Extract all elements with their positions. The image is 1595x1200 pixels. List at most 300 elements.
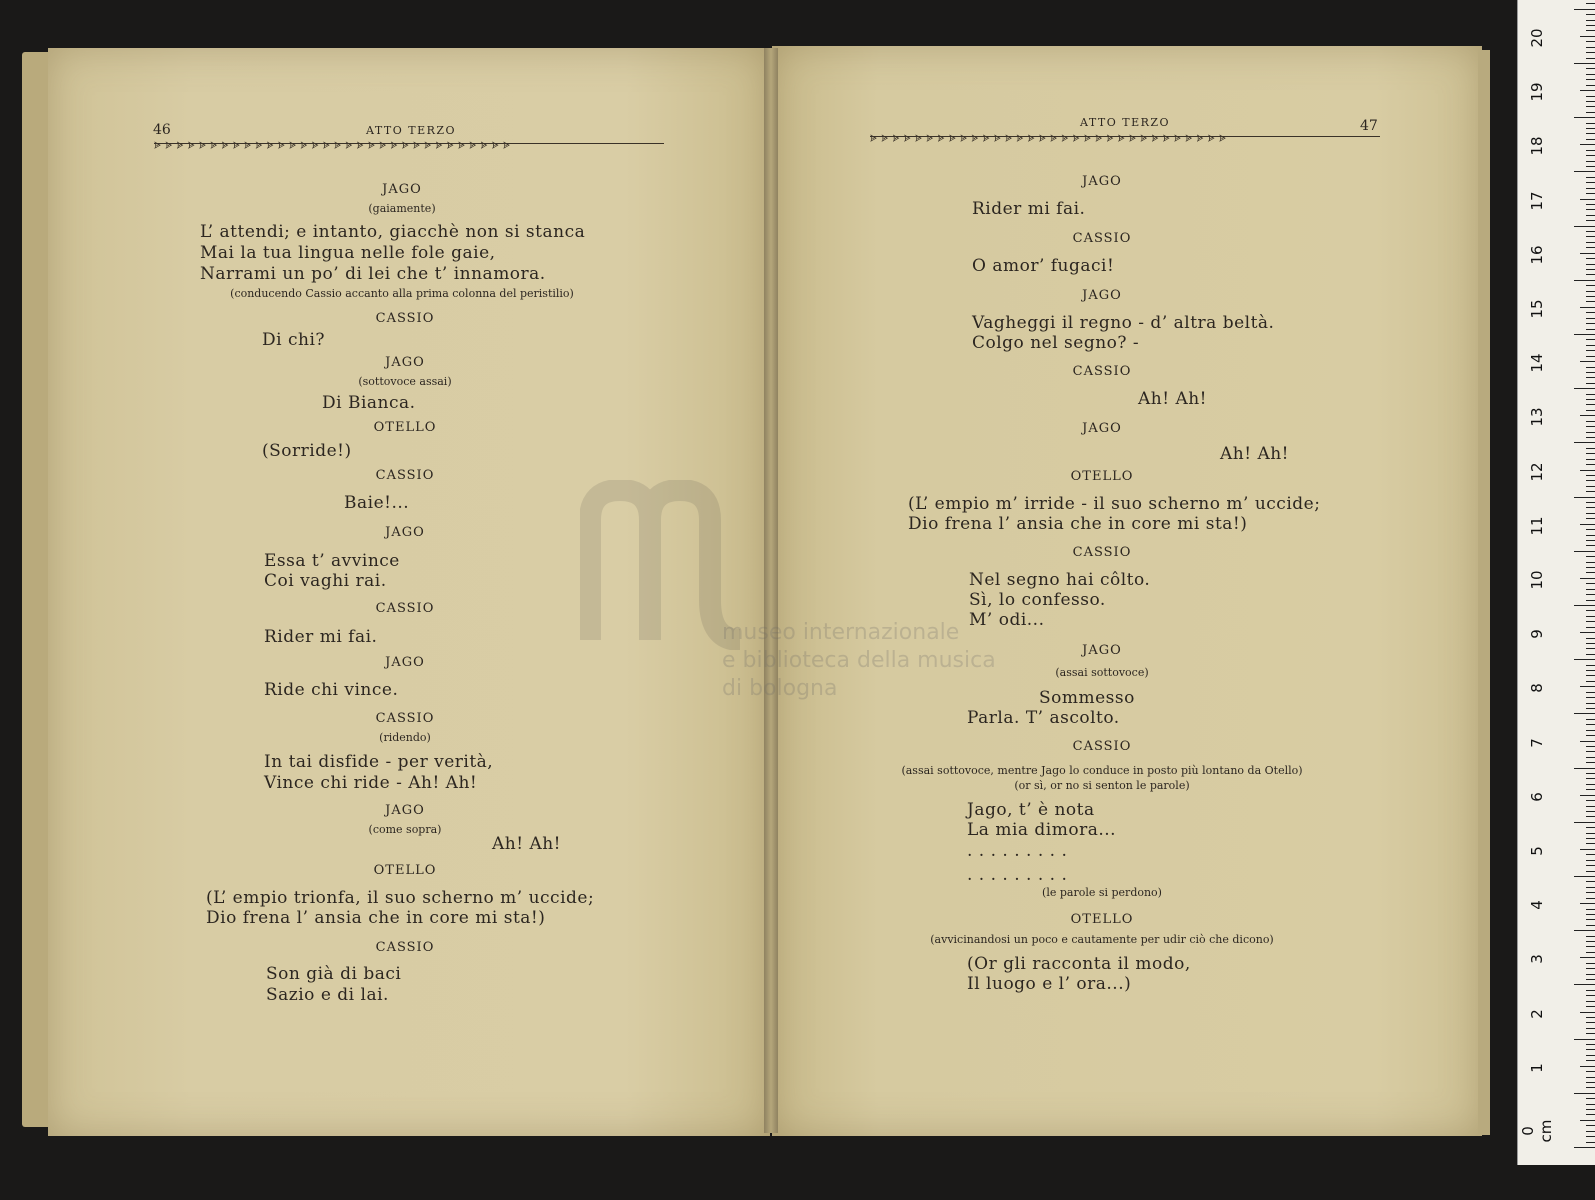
ruler-tick (1586, 1033, 1595, 1034)
ruler-tick (1586, 757, 1595, 758)
ruler-label: 2 (1528, 1008, 1546, 1019)
ruler-tick (1580, 307, 1595, 308)
ruler-tick (1586, 583, 1595, 584)
ruler-tick (1586, 269, 1595, 270)
ruler-tick (1586, 995, 1595, 996)
ruler-tick (1574, 117, 1595, 118)
ruler-tick (1574, 63, 1595, 64)
ruler-tick (1586, 264, 1595, 265)
left-page-number: 46 (153, 122, 171, 138)
ruler-tick (1586, 426, 1595, 427)
ruler-label: 17 (1528, 191, 1546, 211)
measuring-ruler (1517, 0, 1595, 1165)
right-line-1: Rider mi fai. (972, 199, 1086, 219)
ruler-tick (1586, 20, 1595, 21)
ruler-tick (1586, 155, 1595, 156)
left-line-4: Narrami un po’ di lei che t’ innamora. (200, 264, 546, 284)
ruler-tick (1586, 643, 1595, 644)
ruler-tick (1586, 789, 1595, 790)
right-line-10: Ah! Ah! (1220, 444, 1290, 464)
ruler-tick (1586, 974, 1595, 975)
ruler-tick (1574, 226, 1595, 227)
ruler-tick (1586, 318, 1595, 319)
ruler-tick (1586, 101, 1595, 102)
left-speaker-29: OTELLO (373, 863, 437, 878)
left-line-30: (L’ empio trionfa, il suo scherno m’ uccide; (206, 888, 595, 908)
ruler-tick (1586, 1109, 1595, 1110)
ruler-tick (1580, 144, 1595, 145)
ruler-label: 12 (1528, 462, 1546, 482)
right-page-header: ATTO TERZO (1080, 116, 1171, 129)
ruler-tick (1574, 442, 1595, 443)
ruler-tick (1580, 524, 1595, 525)
ruler-tick (1586, 724, 1595, 725)
right-dir-24: (or sì, or no si senton le parole) (1014, 779, 1190, 792)
ruler-tick (1574, 1147, 1595, 1148)
ruler-tick (1586, 990, 1595, 991)
right-line-8: Ah! Ah! (1138, 389, 1208, 409)
ruler-label: 18 (1528, 136, 1546, 156)
left-line-2: L’ attendi; e intanto, giacchè non si stanca (200, 222, 586, 242)
ruler-tick (1586, 610, 1595, 611)
ruler-tick (1580, 795, 1595, 796)
ruler-tick (1586, 600, 1595, 601)
ruler-tick (1586, 892, 1595, 893)
right-speaker-9: JAGO (1082, 421, 1122, 436)
left-line-33: Son già di baci (266, 964, 402, 984)
ruler-tick (1586, 941, 1595, 942)
ruler-tick (1586, 301, 1595, 302)
ruler-tick (1586, 236, 1595, 237)
ruler-tick (1586, 323, 1595, 324)
ruler-tick (1586, 350, 1595, 351)
ruler-tick (1586, 329, 1595, 330)
ruler-tick (1574, 1093, 1595, 1094)
ruler-tick (1586, 285, 1595, 286)
ruler-tick (1586, 1082, 1595, 1083)
ruler-tick (1586, 1049, 1595, 1050)
ruler-tick (1586, 150, 1595, 151)
ruler-tick (1586, 14, 1595, 15)
left-speaker-0: JAGO (382, 182, 422, 197)
right-speaker-2: CASSIO (1072, 231, 1132, 246)
ruler-tick (1586, 383, 1595, 384)
left-speaker-15: JAGO (385, 525, 425, 540)
left-speaker-20: JAGO (385, 655, 425, 670)
ruler-tick (1586, 394, 1595, 395)
ruler-tick (1574, 551, 1595, 552)
ruler-tick (1586, 751, 1595, 752)
ruler-tick (1586, 675, 1595, 676)
ruler-tick (1586, 1136, 1595, 1137)
ruler-tick (1586, 936, 1595, 937)
right-line-26: La mia dimora... (967, 820, 1117, 840)
ruler-tick (1586, 404, 1595, 405)
ruler-tick (1586, 806, 1595, 807)
right-line-13: Dio frena l’ ansia che in core mi sta!) (908, 514, 1248, 534)
ruler-tick (1586, 1125, 1595, 1126)
right-page-edge (1478, 50, 1490, 1135)
right-speaker-30: OTELLO (1070, 912, 1134, 927)
ruler-tick (1586, 128, 1595, 129)
ruler-tick (1586, 952, 1595, 953)
ruler-tick (1586, 258, 1595, 259)
ruler-tick (1586, 312, 1595, 313)
ruler-tick (1586, 79, 1595, 80)
left-speaker-11: OTELLO (373, 420, 437, 435)
ruler-tick (1586, 545, 1595, 546)
left-dir-27: (come sopra) (368, 823, 442, 836)
ruler-tick (1586, 372, 1595, 373)
ruler-tick (1586, 594, 1595, 595)
ruler-tick (1586, 898, 1595, 899)
ruler-tick (1586, 946, 1595, 947)
ruler-tick (1586, 567, 1595, 568)
ruler-tick (1586, 274, 1595, 275)
ruler-tick (1574, 497, 1595, 498)
ruler-tick (1586, 1087, 1595, 1088)
ruler-tick (1574, 388, 1595, 389)
ruler-tick (1586, 881, 1595, 882)
watermark-text-1: museo internazionale (722, 620, 960, 645)
ruler-tick (1586, 540, 1595, 541)
left-speaker-6: CASSIO (375, 311, 435, 326)
book-gutter (764, 48, 778, 1133)
ruler-tick (1586, 1022, 1595, 1023)
ruler-tick (1586, 1131, 1595, 1132)
ruler-tick (1586, 74, 1595, 75)
ruler-tick (1580, 415, 1595, 416)
right-speaker-4: JAGO (1082, 288, 1122, 303)
ruler-label: 14 (1528, 353, 1546, 373)
ruler-tick (1586, 399, 1595, 400)
ruler-tick (1586, 188, 1595, 189)
left-line-14: Baie!... (344, 493, 410, 513)
ruler-tick (1586, 106, 1595, 107)
ruler-tick (1580, 36, 1595, 37)
ruler-tick (1580, 470, 1595, 471)
ruler-tick (1586, 572, 1595, 573)
ruler-tick (1586, 914, 1595, 915)
left-speaker-32: CASSIO (375, 940, 435, 955)
ruler-tick (1586, 654, 1595, 655)
ruler-tick (1580, 1120, 1595, 1121)
ruler-tick (1586, 291, 1595, 292)
ruler-tick (1586, 925, 1595, 926)
ruler-tick (1586, 220, 1595, 221)
ruler-tick (1586, 182, 1595, 183)
ruler-tick (1586, 1006, 1595, 1007)
ruler-tick (1586, 459, 1595, 460)
ruler-tick (1586, 112, 1595, 113)
left-dir-23: (ridendo) (379, 731, 431, 744)
left-line-10: Di Bianca. (322, 393, 416, 413)
ruler-tick (1586, 464, 1595, 465)
right-line-25: Jago, t’ è nota (967, 800, 1095, 820)
right-page-number: 47 (1360, 118, 1378, 134)
right-speaker-22: CASSIO (1072, 739, 1132, 754)
ruler-tick (1574, 713, 1595, 714)
left-speaker-26: JAGO (385, 803, 425, 818)
ruler-tick (1580, 1012, 1595, 1013)
ruler-tick (1586, 1001, 1595, 1002)
left-ornament-rule: ᗎᗎᗎᗎᗎᗎᗎᗎᗎᗎᗎᗎᗎᗎᗎᗎᗎᗎᗎᗎᗎᗎᗎᗎᗎᗎᗎᗎᗎᗎᗎᗎ (154, 141, 664, 155)
left-dir-5: (conducendo Cassio accanto alla prima colonna del peristilio) (230, 287, 574, 300)
ruler-tick (1586, 1077, 1595, 1078)
ruler-tick (1574, 1039, 1595, 1040)
ruler-tick (1586, 762, 1595, 763)
ruler-tick (1586, 377, 1595, 378)
ruler-label: 7 (1528, 737, 1546, 748)
ruler-tick (1586, 816, 1595, 817)
ruler-tick (1586, 1104, 1595, 1105)
ruler-label: 10 (1528, 570, 1546, 590)
ruler-tick (1574, 930, 1595, 931)
left-dir-9: (sottovoce assai) (358, 375, 452, 388)
ruler-tick (1586, 193, 1595, 194)
ruler-tick (1580, 361, 1595, 362)
right-speaker-18: JAGO (1082, 643, 1122, 658)
ruler-tick (1586, 296, 1595, 297)
ruler-tick (1586, 963, 1595, 964)
ruler-tick (1586, 778, 1595, 779)
left-line-24: In tai disfide - per verità, (264, 752, 494, 772)
right-dir-23: (assai sottovoce, mentre Jago lo conduce in posto più lontano da Otello) (901, 764, 1303, 777)
ruler-tick (1586, 735, 1595, 736)
ruler-tick (1574, 605, 1595, 606)
ruler-tick (1580, 90, 1595, 91)
ruler-tick (1586, 166, 1595, 167)
ruler-tick (1586, 535, 1595, 536)
ruler-tick (1586, 1028, 1595, 1029)
ruler-tick (1586, 41, 1595, 42)
ruler-tick (1586, 47, 1595, 48)
right-dir-31: (avvicinandosi un poco e cautamente per udir ciò che dicono) (930, 933, 1274, 946)
right-dir-29: (le parole si perdono) (1042, 886, 1162, 899)
right-line-3: O amor’ fugaci! (972, 256, 1115, 276)
right-line-15: Nel segno hai côlto. (969, 570, 1151, 590)
ruler-tick (1586, 432, 1595, 433)
right-line-12: (L’ empio m’ irride - il suo scherno m’ uccide; (908, 494, 1321, 514)
ruler-tick (1574, 876, 1595, 877)
right-line-33: Il luogo e l’ ora...) (967, 974, 1132, 994)
ruler-tick (1586, 133, 1595, 134)
ruler-tick (1586, 204, 1595, 205)
ruler-tick (1586, 1044, 1595, 1045)
ruler-tick (1586, 513, 1595, 514)
left-page-header: ATTO TERZO (366, 124, 457, 137)
ruler-tick (1574, 171, 1595, 172)
ruler-tick (1586, 838, 1595, 839)
ruler-tick (1586, 480, 1595, 481)
ruler-label: 8 (1528, 683, 1546, 694)
left-line-34: Sazio e di lai. (266, 985, 389, 1005)
ruler-tick (1574, 822, 1595, 823)
ruler-tick (1580, 903, 1595, 904)
ruler-tick (1586, 800, 1595, 801)
ruler-tick (1586, 638, 1595, 639)
ruler-tick (1586, 692, 1595, 693)
ruler-tick (1586, 648, 1595, 649)
ruler-tick (1586, 215, 1595, 216)
ruler-tick (1586, 3, 1595, 4)
ruler-label: 6 (1528, 792, 1546, 802)
ruler-label: 20 (1528, 28, 1546, 48)
ruler-tick (1586, 421, 1595, 422)
watermark-text-2: e biblioteca della musica (722, 648, 996, 673)
ruler-tick (1586, 367, 1595, 368)
left-speaker-22: CASSIO (375, 711, 435, 726)
ruler-tick (1586, 486, 1595, 487)
ruler-tick (1586, 746, 1595, 747)
ruler-tick (1586, 345, 1595, 346)
ruler-tick (1580, 957, 1595, 958)
right-speaker-14: CASSIO (1072, 545, 1132, 560)
ruler-tick (1580, 686, 1595, 687)
ruler-label: 13 (1528, 407, 1546, 427)
ruler-tick (1586, 681, 1595, 682)
ruler-tick (1586, 708, 1595, 709)
ruler-label: 11 (1528, 516, 1546, 536)
ruler-tick (1586, 502, 1595, 503)
left-line-21: Ride chi vince. (264, 680, 399, 700)
ruler-tick (1586, 1071, 1595, 1072)
right-line-21: Parla. T’ ascolto. (967, 708, 1120, 728)
ruler-tick (1574, 768, 1595, 769)
ruler-tick (1586, 518, 1595, 519)
ruler-tick (1586, 865, 1595, 866)
right-line-28: . . . . . . . . . (967, 865, 1068, 885)
ruler-tick (1586, 247, 1595, 248)
right-dir-19: (assai sottovoce) (1055, 666, 1149, 679)
ruler-tick (1586, 123, 1595, 124)
watermark-text-3: di bologna (722, 676, 838, 701)
ruler-tick (1586, 1098, 1595, 1099)
ruler-tick (1586, 529, 1595, 530)
ruler-tick (1586, 703, 1595, 704)
ruler-tick (1586, 719, 1595, 720)
ruler-tick (1586, 827, 1595, 828)
left-line-3: Mai la tua lingua nelle fole gaie, (200, 243, 496, 263)
ruler-tick (1586, 177, 1595, 178)
ruler-label: 3 (1528, 954, 1546, 965)
left-line-17: Coi vaghi rai. (264, 571, 387, 591)
ruler-label: 1 (1528, 1063, 1546, 1073)
ruler-tick (1586, 909, 1595, 910)
ruler-tick (1586, 1055, 1595, 1056)
right-line-16: Sì, lo confesso. (969, 590, 1106, 610)
ruler-label: 15 (1528, 299, 1546, 319)
ruler-tick (1586, 85, 1595, 86)
ruler-tick (1586, 843, 1595, 844)
ruler-tick (1586, 968, 1595, 969)
ruler-tick (1586, 453, 1595, 454)
ruler-tick (1586, 1060, 1595, 1061)
ruler-tick (1580, 578, 1595, 579)
ruler-tick (1586, 356, 1595, 357)
ruler-tick (1586, 833, 1595, 834)
ruler-tick (1580, 1066, 1595, 1067)
left-line-31: Dio frena l’ ansia che in core mi sta!) (206, 908, 546, 928)
ruler-tick (1586, 139, 1595, 140)
right-speaker-11: OTELLO (1070, 469, 1134, 484)
ruler-tick (1586, 52, 1595, 53)
ruler-tick (1574, 984, 1595, 985)
ruler-tick (1580, 741, 1595, 742)
ruler-tick (1586, 437, 1595, 438)
ruler-tick (1586, 448, 1595, 449)
ruler-tick (1586, 730, 1595, 731)
ruler-label: 16 (1528, 245, 1546, 265)
ruler-tick (1586, 25, 1595, 26)
ruler-tick (1586, 562, 1595, 563)
ruler-tick (1586, 621, 1595, 622)
right-speaker-0: JAGO (1082, 174, 1122, 189)
left-line-25: Vince chi ride - Ah! Ah! (264, 773, 478, 793)
ruler-tick (1586, 68, 1595, 69)
ruler-label: 5 (1528, 846, 1546, 856)
ruler-tick (1574, 659, 1595, 660)
ruler-tick (1586, 1017, 1595, 1018)
ruler-tick (1586, 773, 1595, 774)
right-line-5: Vagheggi il regno - d’ altra beltà. (972, 313, 1275, 333)
ruler-tick (1586, 491, 1595, 492)
ruler-tick (1586, 209, 1595, 210)
ruler-tick (1586, 231, 1595, 232)
ruler-tick (1586, 242, 1595, 243)
ruler-tick (1586, 616, 1595, 617)
ruler-tick (1586, 556, 1595, 557)
ruler-tick (1586, 1114, 1595, 1115)
ruler-tick (1586, 58, 1595, 59)
left-line-12: (Sorride!) (262, 441, 352, 461)
ruler-tick (1586, 670, 1595, 671)
ruler-tick (1586, 919, 1595, 920)
ruler-tick (1586, 887, 1595, 888)
left-line-16: Essa t’ avvince (264, 551, 400, 571)
ruler-label: 0 cm (1519, 1119, 1555, 1143)
ruler-tick (1574, 280, 1595, 281)
ruler-tick (1574, 334, 1595, 335)
right-line-32: (Or gli racconta il modo, (967, 954, 1191, 974)
left-dir-1: (gaiamente) (368, 202, 436, 215)
ruler-tick (1586, 475, 1595, 476)
ruler-label: 4 (1528, 900, 1546, 910)
ruler-tick (1586, 161, 1595, 162)
ruler-tick (1580, 199, 1595, 200)
left-line-19: Rider mi fai. (264, 627, 378, 647)
right-line-27: . . . . . . . . . (967, 841, 1068, 861)
ruler-tick (1586, 665, 1595, 666)
right-ornament-rule: ᗎᗎᗎᗎᗎᗎᗎᗎᗎᗎᗎᗎᗎᗎᗎᗎᗎᗎᗎᗎᗎᗎᗎᗎᗎᗎᗎᗎᗎᗎᗎᗎ (870, 134, 1380, 148)
ruler-tick (1586, 507, 1595, 508)
left-line-28: Ah! Ah! (492, 834, 562, 854)
left-speaker-8: JAGO (385, 355, 425, 370)
right-line-20: Sommesso (1039, 688, 1135, 708)
right-speaker-7: CASSIO (1072, 364, 1132, 379)
ruler-tick (1586, 1142, 1595, 1143)
ruler-tick (1586, 871, 1595, 872)
ruler-tick (1586, 589, 1595, 590)
ruler-tick (1586, 96, 1595, 97)
ruler-label: 9 (1528, 629, 1546, 639)
ruler-tick (1580, 253, 1595, 254)
ruler-tick (1586, 811, 1595, 812)
left-speaker-18: CASSIO (375, 601, 435, 616)
ruler-tick (1586, 410, 1595, 411)
ruler-tick (1586, 30, 1595, 31)
left-line-7: Di chi? (262, 330, 325, 350)
